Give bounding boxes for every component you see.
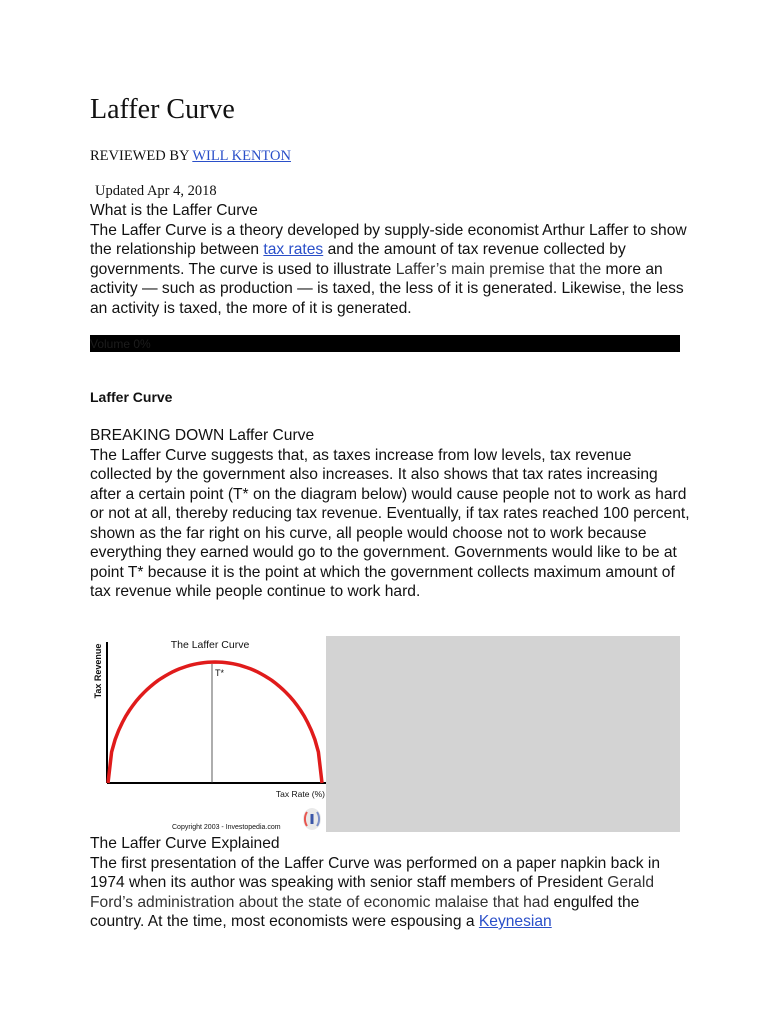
copyright-text: Copyright 2003 - Investopedia.com — [172, 824, 281, 831]
peak-label: T* — [215, 668, 224, 678]
section-breaking-down — [90, 426, 690, 602]
laffer-curve-chart — [90, 636, 326, 832]
article-title: Laffer Curve — [90, 94, 235, 125]
laffer-curve-line — [108, 662, 322, 783]
tax-rates-link[interactable]: tax rates — [263, 241, 324, 258]
section-heading: What is the Laffer Curve — [90, 202, 258, 219]
updated-date: Updated Apr 4, 2018 — [95, 183, 217, 199]
section-heading: BREAKING DOWN Laffer Curve — [90, 427, 315, 444]
video-player-bar[interactable] — [90, 335, 680, 352]
laffer-curve-svg — [90, 636, 326, 832]
section-explained — [90, 834, 690, 932]
reviewed-by-label: REVIEWED BY — [90, 148, 189, 164]
image-placeholder — [326, 636, 680, 832]
section-paragraph: The Laffer Curve is a theory developed by supply-side economist Arthur Laffer to show the relationship between tax rates and the amount of tax revenue collected by governments. The curve is used to illustrate Laffer’s main premise that the more an activity — such as production — is taxed, the less of it is generated. Likewise, the less an activity is taxed, the more of it is generated. — [90, 221, 687, 317]
section-paragraph: The Laffer Curve suggests that, as taxes increase from low levels, tax revenue collected by the government also increases. It also shows that tax rates increasing after a certain point (T* on the diagram below) would cause people not to work as hard or not at all, thereby reducing tax revenue. Eventually, if tax rates reached 100 percent, shown as the far right on his curve, all people would choose not to work because everything they earned would go to the government. Governments would like to be at point T* because it is the point at which the government collects maximum amount of tax revenue while people continue to work hard. — [90, 446, 690, 600]
volume-label: Volume 0% — [90, 337, 151, 351]
reviewer-link[interactable]: WILL KENTON — [192, 148, 291, 164]
reviewed-by — [90, 146, 291, 166]
section-paragraph: The first presentation of the Laffer Curve was performed on a paper napkin back in 1974 when its author was speaking with senior staff members of President Gerald Ford’s administration about the state of economic malaise that had engulfed the country. At the time, most economists were espousing a Keynesian — [90, 854, 661, 930]
keynesian-link[interactable]: Keynesian — [478, 913, 552, 930]
chart-title: The Laffer Curve — [170, 639, 250, 651]
investopedia-logo-icon — [303, 808, 321, 830]
laffer-curve-figure — [90, 636, 680, 832]
y-axis-label: Tax Revenue — [93, 643, 103, 699]
section-what-is — [90, 201, 690, 318]
x-axis-label: Tax Rate (%) — [275, 789, 325, 799]
section-heading: The Laffer Curve Explained — [90, 835, 280, 852]
image-caption-heading: Laffer Curve — [90, 389, 173, 405]
